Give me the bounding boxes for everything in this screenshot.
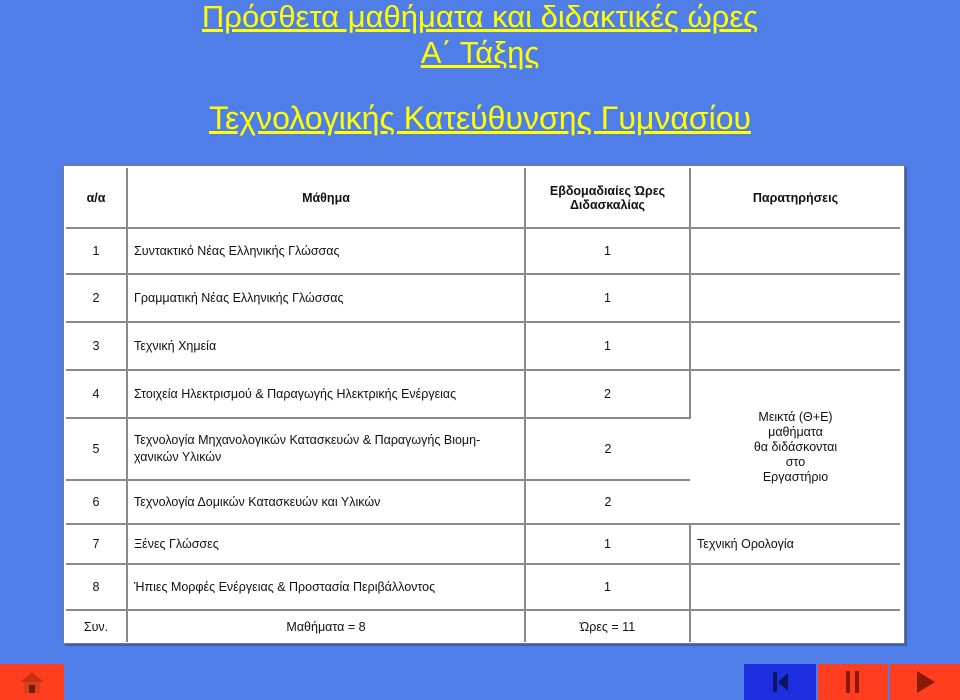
row-hours: 2: [525, 370, 690, 418]
summary-notes: [690, 610, 900, 642]
merged-note-line: Μεικτά (Θ+Ε): [758, 409, 833, 424]
first-page-icon: [769, 670, 791, 694]
row-subject: Στοιχεία Ηλεκτρισμού & Παραγωγής Ηλεκτρικής Ενέργειας: [127, 370, 525, 418]
page-subtitle: Τεχνολογικής Κατεύθυνσης Γυμνασίου: [208, 100, 752, 136]
row-subject: Ήπιες Μορφές Ενέργειας & Προστασία Περιβάλλοντος: [127, 564, 525, 610]
home-icon: [19, 670, 45, 694]
next-button[interactable]: [890, 664, 960, 700]
row-subject: Συντακτικό Νέας Ελληνικής Γλώσσας: [127, 228, 525, 274]
merged-note-line: θα διδάσκονται: [753, 439, 838, 454]
page-title-line1: Πρόσθετα μαθήματα και διδακτικές ώρες: [201, 0, 759, 34]
header-subject: Μάθημα: [127, 168, 525, 228]
table-header-row: [66, 168, 900, 228]
table-row: [66, 322, 900, 370]
row-subject: Τεχνολογία Μηχανολογικών Κατασκευών & Παραγωγής Βιομη- χανικών Υλικών: [127, 418, 525, 480]
row-aa: 6: [66, 480, 127, 524]
lessons-table: [66, 168, 900, 642]
merged-note-line: στο: [785, 454, 806, 469]
row-aa: 5: [66, 418, 127, 480]
previous-icon: [840, 669, 866, 695]
header-hours: Εβδομαδιαίες Ώρες Διδασκαλίας: [525, 168, 690, 228]
row-notes: Τεχνική Ορολογία: [690, 524, 900, 564]
table-row: [66, 274, 900, 322]
row-hours: 1: [525, 322, 690, 370]
summary-hours: Ώρες = 11: [525, 610, 690, 642]
lessons-table-frame: [63, 165, 905, 644]
row-aa: 1: [66, 228, 127, 274]
page-title-line2: Α΄ Τάξης: [420, 35, 540, 70]
previous-button[interactable]: [818, 664, 888, 700]
row-notes: [690, 322, 900, 370]
header-aa: α/α: [66, 168, 127, 228]
summary-subjects: Μαθήματα = 8: [127, 610, 525, 642]
row-hours: 1: [525, 564, 690, 610]
row-aa: 4: [66, 370, 127, 418]
next-icon: [912, 669, 938, 695]
row-hours: 1: [525, 228, 690, 274]
row-hours: 1: [525, 524, 690, 564]
summary-label: Συν.: [66, 610, 127, 642]
row-subject: Γραμματική Νέας Ελληνικής Γλώσσας: [127, 274, 525, 322]
row-notes: [690, 274, 900, 322]
row-subject: Τεχνική Χημεία: [127, 322, 525, 370]
row-notes: [690, 564, 900, 610]
row-subject: Ξένες Γλώσσες: [127, 524, 525, 564]
row-hours: 2: [525, 480, 690, 524]
row-notes: [690, 228, 900, 274]
merged-note: [690, 370, 900, 524]
row-hours: 1: [525, 274, 690, 322]
table-row: [66, 228, 900, 274]
table-row: [66, 524, 900, 564]
table-row: [66, 564, 900, 610]
first-page-button[interactable]: [744, 664, 816, 700]
row-hours: 2: [525, 418, 690, 480]
row-aa: 3: [66, 322, 127, 370]
row-aa: 8: [66, 564, 127, 610]
row-aa: 7: [66, 524, 127, 564]
table-summary-row: [66, 610, 900, 642]
row-aa: 2: [66, 274, 127, 322]
header-notes: Παρατηρήσεις: [690, 168, 900, 228]
merged-note-line: μαθήματα: [768, 424, 823, 439]
table-row: [66, 370, 900, 418]
home-button[interactable]: [0, 664, 64, 700]
row-subject: Τεχνολογία Δομικών Κατασκευών και Υλικών: [127, 480, 525, 524]
merged-note-line: Εργαστήριο: [762, 469, 829, 484]
